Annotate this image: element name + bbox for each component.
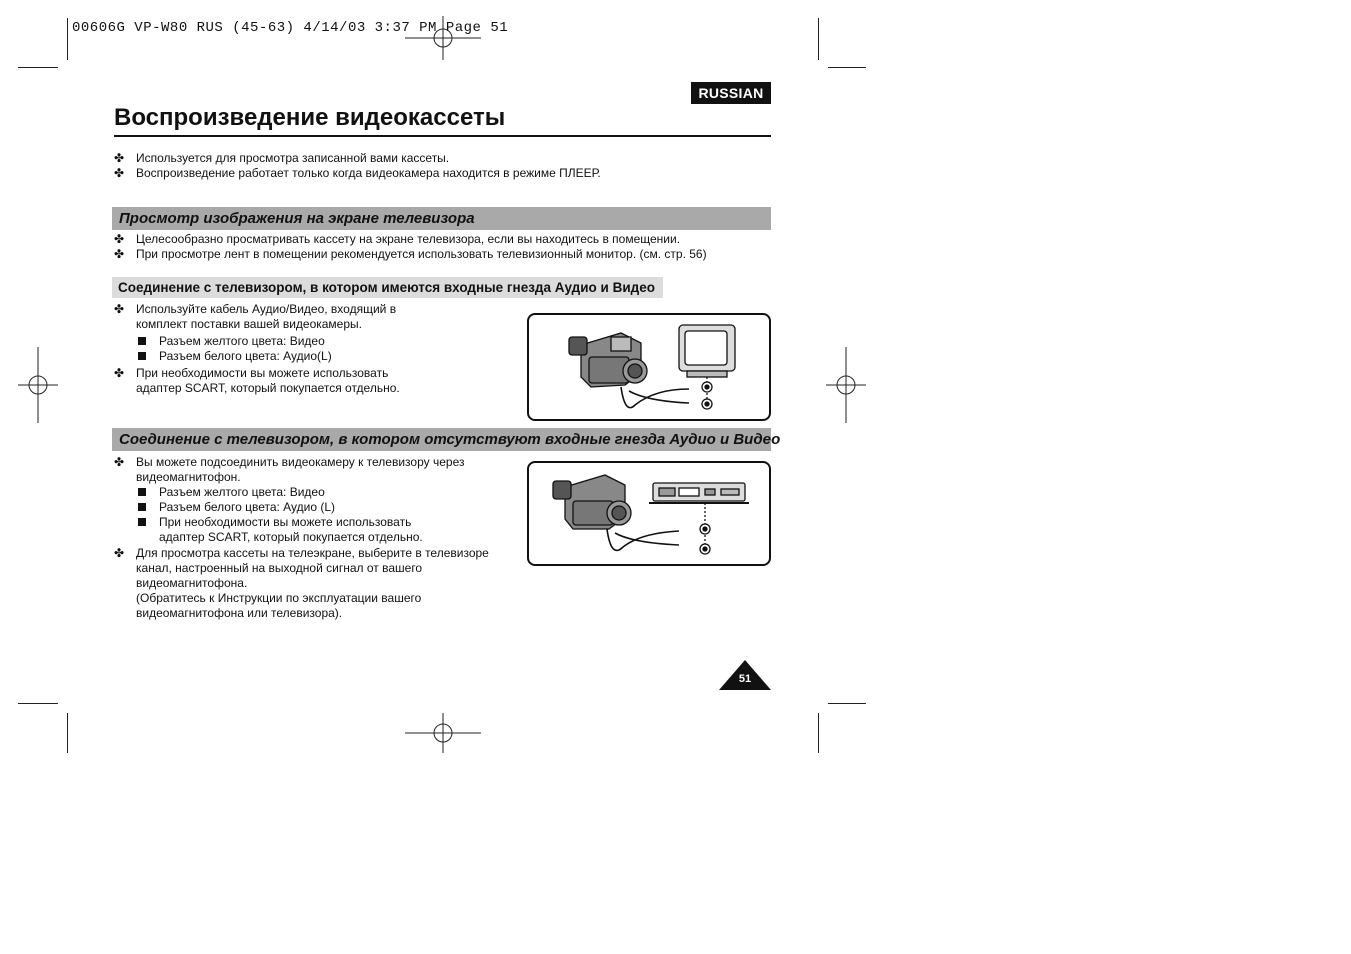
bullet-icon: ✤ <box>114 232 125 246</box>
bullet-icon: ✤ <box>114 546 125 560</box>
section1-bullets <box>114 232 707 262</box>
list-item: Разъем желтого цвета: Видео <box>114 334 400 349</box>
section-heading-av-inputs: Соединение с телевизором, в котором имеются входные гнезда Аудио и Видео <box>112 277 663 298</box>
list-item: ✤ Для просмотра кассеты на телеэкране, выберите в телевизоре <box>114 546 489 560</box>
square-bullet-icon <box>138 337 146 345</box>
list-item: При необходимости вы можете использовать <box>114 515 489 530</box>
bullet-icon: ✤ <box>114 166 125 180</box>
list-item: ✤ Целесообразно просматривать кассету на экране телевизора, если вы находитесь в помещении. <box>114 232 681 246</box>
bullet-icon: ✤ <box>114 247 125 261</box>
print-header: 00606G VP-W80 RUS (45-63) 4/14/03 3:37 PM Page 51 <box>72 20 509 36</box>
section-heading-no-av-inputs: Соединение с телевизором, в котором отсутствуют входные гнезда Аудио и Видео <box>112 428 771 451</box>
intro-bullets <box>114 151 601 181</box>
list-item: ✤ Вы можете подсоединить видеокамеру к телевизору через <box>114 455 465 469</box>
page-title: Воспроизведение видеокассеты <box>114 104 506 131</box>
list-item: ✤ Используйте кабель Аудио/Видео, входящий в <box>114 302 397 316</box>
bullet-icon: ✤ <box>114 455 125 469</box>
list-item: ✤ Воспроизведение работает только когда видеокамера находится в режиме ПЛЕЕР. <box>114 166 601 180</box>
camcorder-tv-illustration <box>527 313 771 421</box>
section-heading-tv-viewing: Просмотр изображения на экране телевизора <box>112 207 771 230</box>
list-item: Разъем белого цвета: Аудио (L) <box>114 500 489 515</box>
camcorder-to-vcr-diagram <box>529 463 769 564</box>
list-item: Разъем белого цвета: Аудио(L) <box>114 349 400 364</box>
square-bullet-icon <box>138 352 146 360</box>
section3-bullets: ✤ Вы можете подсоединить видеокамеру к телевизору через видеомагнитофон. Разъем желтого цвета: Видео Разъем белого цвета: Аудио (L) При необходимости вы можете использовать адаптер SCART, который покупается отдельно. ✤ Для просмотра кассеты на телеэкране, выберите в телевизоре канал, настроенный на выходной сигнал от вашего видеомагнитофона. (Обратитесь к Инструкции по эксплуатации вашего видеомагнитофона или телевизора). <box>114 455 489 620</box>
square-bullet-icon <box>138 488 146 496</box>
bullet-icon: ✤ <box>114 151 125 165</box>
camcorder-vcr-illustration <box>527 461 771 566</box>
list-item: ✤ Используется для просмотра записанной вами кассеты. <box>114 151 450 165</box>
language-badge: RUSSIAN <box>691 82 771 104</box>
section2-bullets: ✤ Используйте кабель Аудио/Видео, входящий в комплект поставки вашей видеокамеры. Разъем желтого цвета: Видео Разъем белого цвета: Аудио(L) ✤ При необходимости вы можете использовать адаптер SCART, который покупается отдельно. <box>114 302 400 395</box>
bullet-icon: ✤ <box>114 366 125 380</box>
page-number: 51 <box>738 673 752 685</box>
square-bullet-icon <box>138 518 146 526</box>
list-item: Разъем желтого цвета: Видео <box>114 485 489 500</box>
list-item: ✤ При необходимости вы можете использовать <box>114 366 389 380</box>
camcorder-to-tv-diagram <box>529 315 769 419</box>
square-bullet-icon <box>138 503 146 511</box>
title-rule <box>114 135 771 137</box>
bullet-icon: ✤ <box>114 302 125 316</box>
page-number-badge <box>719 660 771 690</box>
list-item: ✤ При просмотре лент в помещении рекомендуется использовать телевизионный монитор. (см. стр. 56) <box>114 247 707 261</box>
